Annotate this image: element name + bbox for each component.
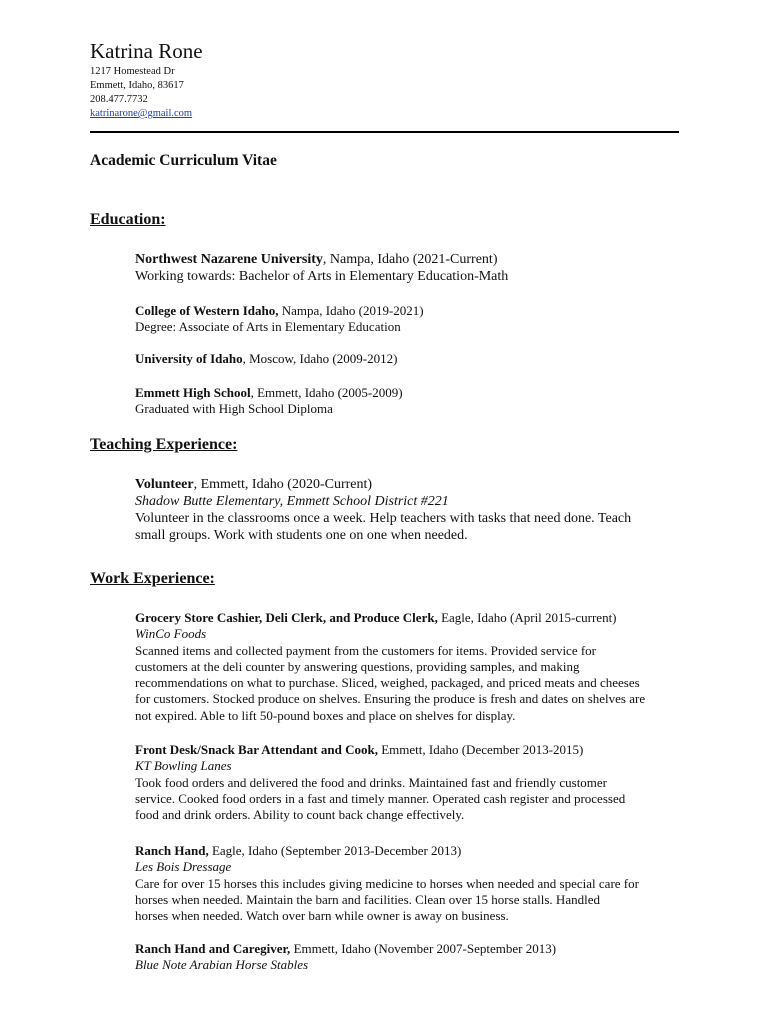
email-link[interactable]: katrinarone@gmail.com bbox=[90, 108, 193, 119]
work-entry bbox=[135, 843, 680, 924]
school-name: Northwest Nazarene University bbox=[135, 252, 323, 267]
header-divider bbox=[90, 131, 679, 133]
role-title: Ranch Hand, bbox=[135, 843, 209, 858]
school-name: University of Idaho bbox=[135, 351, 243, 366]
education-heading: Education: bbox=[90, 211, 166, 228]
role-description-line: horses when needed. Watch over barn while owner is away on business. bbox=[135, 908, 509, 924]
role-title: Ranch Hand and Caregiver, bbox=[135, 941, 291, 956]
role-title: Front Desk/Snack Bar Attendant and Cook, bbox=[135, 742, 378, 757]
teaching-heading: Teaching Experience: bbox=[90, 436, 238, 453]
work-heading: Work Experience: bbox=[90, 570, 215, 587]
role-description-line: small groups. Work with students one on one when needed. bbox=[135, 528, 468, 543]
document-title: Academic Curriculum Vitae bbox=[90, 152, 277, 169]
school-detail: Graduated with High School Diploma bbox=[135, 401, 333, 417]
education-entry bbox=[135, 303, 680, 336]
role-location-dates: Eagle, Idaho (September 2013-December 2013) bbox=[208, 843, 462, 858]
phone-number: 208.477.7732 bbox=[90, 94, 148, 105]
education-entry bbox=[135, 251, 680, 285]
address-line-2: Emmett, Idaho, 83617 bbox=[90, 80, 184, 91]
role-description-line: Scanned items and collected payment from the customers for items. Provided service for bbox=[135, 642, 596, 658]
education-entry bbox=[135, 351, 680, 367]
role-description-line: food and drink orders. Ability to count back change effectively. bbox=[135, 807, 465, 823]
school-detail: Degree: Associate of Arts in Elementary Education bbox=[135, 319, 401, 335]
school-name: Emmett High School bbox=[135, 385, 251, 400]
role-description-line: recommendations on what to purchase. Sliced, weighed, packaged, and priced meats and cheeses bbox=[135, 675, 640, 691]
school-location-dates: Nampa, Idaho (2019-2021) bbox=[278, 303, 424, 318]
teaching-entry bbox=[135, 476, 680, 544]
role-description-line: Volunteer in the classrooms once a week. Help teachers with tasks that need done. Teach bbox=[135, 511, 632, 526]
school-name: College of Western Idaho, bbox=[135, 303, 279, 318]
role-location-dates: Emmett, Idaho (November 2007-September 2013) bbox=[290, 941, 557, 956]
employer-name: Blue Note Arabian Horse Stables bbox=[135, 957, 309, 973]
employer-name: Les Bois Dressage bbox=[135, 859, 232, 875]
role-description-line: horses when needed. Maintain the barn and facilities. Clean over 15 horse stalls. Handled bbox=[135, 891, 600, 907]
role-description-line: for customers. Stocked produce on shelves. Ensuring the produce is fresh and dates on shelves are bbox=[135, 691, 646, 707]
role-location-dates: , Emmett, Idaho (2020-Current) bbox=[193, 477, 373, 492]
education-entry bbox=[135, 385, 680, 418]
role-description-line: service. Cooked food orders in a fast and timely manner. Operated cash register and processed bbox=[135, 790, 626, 806]
role-location-dates: Emmett, Idaho (December 2013-2015) bbox=[377, 742, 584, 757]
school-location-dates: , Emmett, Idaho (2005-2009) bbox=[250, 385, 403, 400]
work-entry bbox=[135, 941, 680, 974]
employer-name: WinCo Foods bbox=[135, 626, 207, 642]
role-description-line: customers at the deli counter by answering questions, providing samples, and making bbox=[135, 658, 580, 674]
role-description-line: not expired. Able to lift 50-pound boxes and place on shelves for display. bbox=[135, 707, 516, 723]
role-description-line: Care for over 15 horses this includes giving medicine to horses when needed and special care for bbox=[135, 875, 639, 891]
school-detail: Working towards: Bachelor of Arts in Elementary Education-Math bbox=[135, 269, 509, 284]
role-location-dates: Eagle, Idaho (April 2015-current) bbox=[437, 610, 617, 625]
role-title: Grocery Store Cashier, Deli Clerk, and Produce Clerk, bbox=[135, 610, 438, 625]
address-line-1: 1217 Homestead Dr bbox=[90, 66, 175, 77]
employer-name: KT Bowling Lanes bbox=[135, 758, 232, 774]
role-title: Volunteer bbox=[135, 477, 194, 492]
school-location-dates: , Moscow, Idaho (2009-2012) bbox=[242, 351, 398, 366]
work-entry bbox=[135, 610, 680, 724]
work-entry bbox=[135, 742, 680, 823]
school-location-dates: , Nampa, Idaho (2021-Current) bbox=[322, 252, 498, 267]
applicant-name: Katrina Rone bbox=[90, 39, 203, 63]
employer-name: Shadow Butte Elementary, Emmett School District #221 bbox=[135, 494, 449, 509]
contact-block bbox=[90, 65, 192, 121]
role-description-line: Took food orders and delivered the food and drinks. Maintained fast and friendly customer bbox=[135, 774, 608, 790]
